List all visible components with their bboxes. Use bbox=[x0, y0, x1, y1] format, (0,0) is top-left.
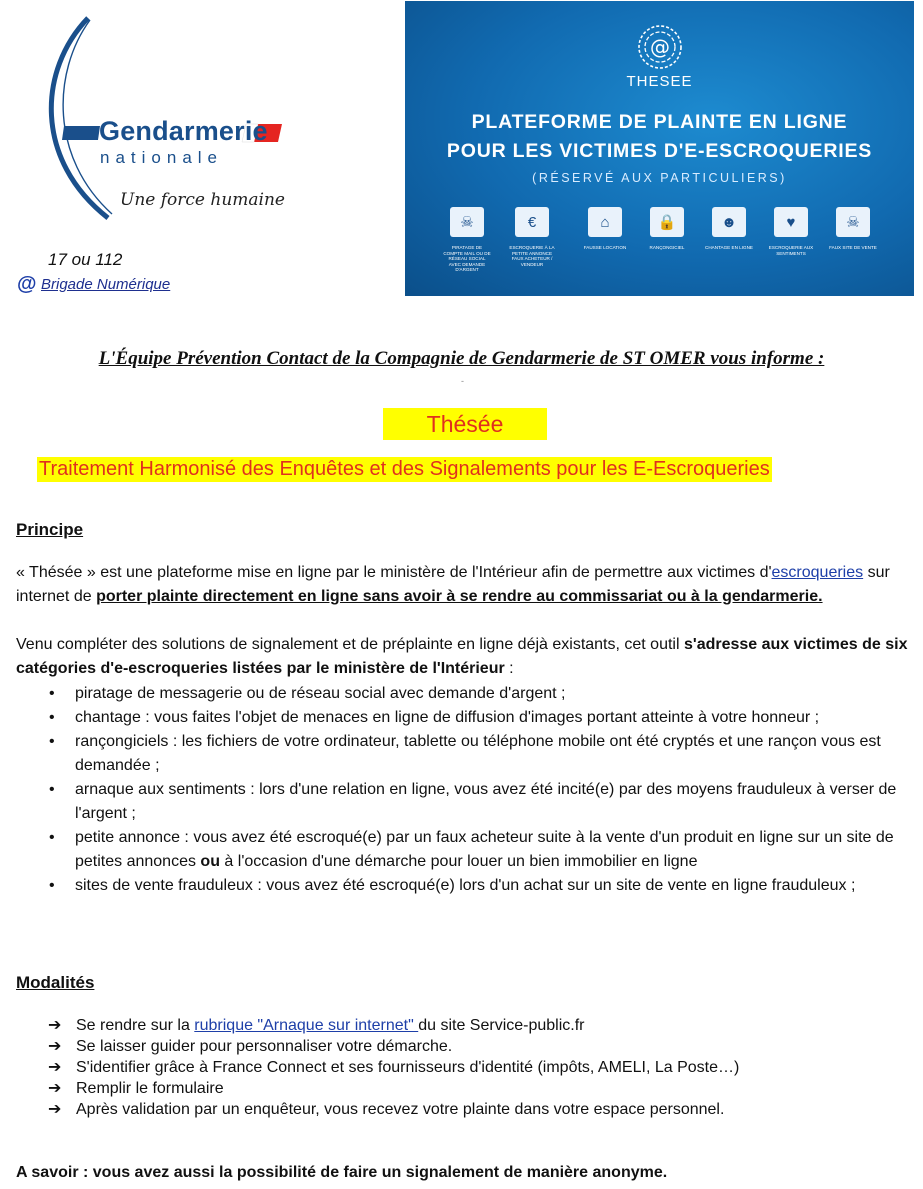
p2-text-a: Venu compléter des solutions de signalement et de préplainte en ligne déjà existants, cet outil bbox=[16, 636, 684, 653]
list-item: • piratage de messagerie ou de réseau social avec demande d'argent ; bbox=[16, 682, 916, 706]
arnaque-internet-link[interactable]: rubrique "Arnaque sur internet" bbox=[194, 1017, 419, 1034]
escroqueries-link[interactable]: escroqueries bbox=[771, 564, 864, 581]
list-item bbox=[48, 1099, 908, 1120]
principe-heading: Principe bbox=[16, 520, 84, 539]
category-list bbox=[16, 682, 916, 898]
banner-title-line-1: PLATEFORME DE PLAINTE EN LIGNE bbox=[471, 111, 848, 133]
p1-text-b: sur internet de bbox=[16, 564, 890, 605]
anonymous-note: A savoir : vous avez aussi la possibilité de faire un signalement de manière anonyme. bbox=[16, 1164, 668, 1181]
lock-icon: 🔒 bbox=[650, 207, 684, 237]
arrow-right-icon: ➔ bbox=[48, 1017, 62, 1034]
steps-list bbox=[48, 1015, 908, 1120]
logo-motto: Une force humaine bbox=[120, 190, 285, 210]
arrow-right-icon: ➔ bbox=[48, 1038, 62, 1055]
banner-subtitle: (RÉSERVÉ AUX PARTICULIERS) bbox=[532, 171, 787, 185]
banner-title-line-2: POUR LES VICTIMES D'E-ESCROQUERIES bbox=[446, 140, 873, 162]
principe-paragraph-1 bbox=[16, 561, 916, 609]
blackmail-icon: ☻ bbox=[712, 207, 746, 237]
modalites-heading: Modalités bbox=[16, 973, 95, 992]
fake-site-icon: ☠ bbox=[836, 207, 870, 237]
bullet5-bold: ou bbox=[200, 853, 220, 870]
arrow-right-icon: ➔ bbox=[48, 1101, 62, 1118]
money-icon: € bbox=[515, 207, 549, 237]
emergency-phone: 17 ou 112 bbox=[48, 250, 123, 269]
list-item: • arnaque aux sentiments : lors d'une relation en ligne, vous avez été incité(e) par des moyens frauduleux à verser de l'argent ; bbox=[16, 778, 916, 826]
thesee-full-name: Traitement Harmonisé des Enquêtes et des Signalements pour les E-Escroqueries bbox=[39, 458, 770, 480]
p1-bold: porter plainte directement en ligne sans avoir à se rendre au commissariat ou à la gendarmerie. bbox=[96, 588, 823, 605]
banner-category-caption: CHANTAGE EN LIGNE bbox=[705, 245, 753, 250]
list-item bbox=[16, 826, 916, 874]
broken-heart-icon: ♥ bbox=[774, 207, 808, 237]
list-item bbox=[48, 1015, 908, 1036]
list-item bbox=[48, 1057, 908, 1078]
logo-org-line-1: Gendarmerie bbox=[99, 116, 268, 146]
house-icon: ⌂ bbox=[588, 207, 622, 237]
separator-dash: - bbox=[461, 376, 464, 386]
brigade-numerique-link[interactable]: Brigade Numérique bbox=[41, 276, 171, 293]
banner-category bbox=[642, 207, 692, 251]
at-icon: @ bbox=[17, 273, 37, 295]
hacker-icon: ☠ bbox=[450, 207, 484, 237]
banner-category-caption: FAUSSE LOCATION bbox=[583, 245, 627, 250]
step-text: Remplir le formulaire bbox=[76, 1080, 224, 1097]
svg-text:@: @ bbox=[650, 35, 670, 59]
banner-category-caption: PIRATAGE DE COMPTE MAIL OU DE RÉSEAU SOCIAL AVEC DEMANDE D'ARGENT bbox=[443, 245, 491, 273]
banner-category bbox=[580, 207, 630, 251]
bullet5-text-b: à l'occasion d'une démarche pour louer un bien immobilier en ligne bbox=[219, 853, 698, 870]
list-item: • sites de vente frauduleux : vous avez été escroqué(e) lors d'un achat sur un site de vente en ligne frauduleux ; bbox=[16, 874, 916, 898]
banner-category-caption: ESCROQUERIE AUX SENTIMENTS bbox=[768, 245, 814, 256]
banner-brand: THESEE bbox=[626, 73, 693, 90]
fingerprint-at-icon bbox=[636, 23, 684, 71]
arrow-right-icon: ➔ bbox=[48, 1080, 62, 1097]
thesee-title: Thésée bbox=[383, 408, 547, 440]
banner-category bbox=[507, 207, 557, 267]
banner-category bbox=[766, 207, 816, 256]
bullet5-text-a: petite annonce : vous avez été escroqué(e) par un faux acheteur suite à la vente d'un produit en ligne sur un site de petites annonces bbox=[75, 829, 894, 870]
step1-text-b: du site Service-public.fr bbox=[418, 1017, 585, 1034]
logo-org-line-2: nationale bbox=[100, 148, 224, 167]
list-item bbox=[48, 1036, 908, 1057]
team-heading: L'Équipe Prévention Contact de la Compagnie de Gendarmerie de ST OMER vous informe : bbox=[98, 348, 825, 369]
step-text: Après validation par un enquêteur, vous recevez votre plainte dans votre espace personnel. bbox=[76, 1101, 725, 1118]
arrow-right-icon: ➔ bbox=[48, 1059, 62, 1076]
step-text: Se laisser guider pour personnaliser votre démarche. bbox=[76, 1038, 453, 1055]
p1-text-a: « Thésée » est une plateforme mise en ligne par le ministère de l'Intérieur afin de permettre aux victimes d' bbox=[16, 564, 772, 581]
list-item bbox=[48, 1078, 908, 1099]
banner-category-caption: ESCROQUERIE À LA PETITE ANNONCE FAUX ACHETEUR / VENDEUR bbox=[509, 245, 555, 267]
principe-paragraph-2 bbox=[16, 633, 916, 681]
p2-text-b: : bbox=[504, 660, 514, 677]
banner-category-caption: RANÇONGICIEL bbox=[649, 245, 685, 250]
list-item: • chantage : vous faites l'objet de menaces en ligne de diffusion d'images portant atteinte à votre honneur ; bbox=[16, 706, 916, 730]
list-item: • rançongiciels : les fichiers de votre ordinateur, tablette ou téléphone mobile ont été cryptés et une rançon vous est demandée ; bbox=[16, 730, 916, 778]
banner-category-caption: FAUX SITE DE VENTE bbox=[829, 245, 877, 250]
banner-category bbox=[442, 207, 492, 273]
step1-text-a: Se rendre sur la bbox=[76, 1017, 195, 1034]
step-text: S'identifier grâce à France Connect et ses fournisseurs d'identité (impôts, AMELI, La Poste…) bbox=[76, 1059, 740, 1076]
banner-category bbox=[704, 207, 754, 251]
banner-category bbox=[828, 207, 878, 251]
thesee-banner bbox=[405, 1, 914, 296]
p2-bold: s'adresse aux victimes de six catégories d'e-escroqueries listées par le ministère de l'Intérieur bbox=[16, 636, 908, 677]
